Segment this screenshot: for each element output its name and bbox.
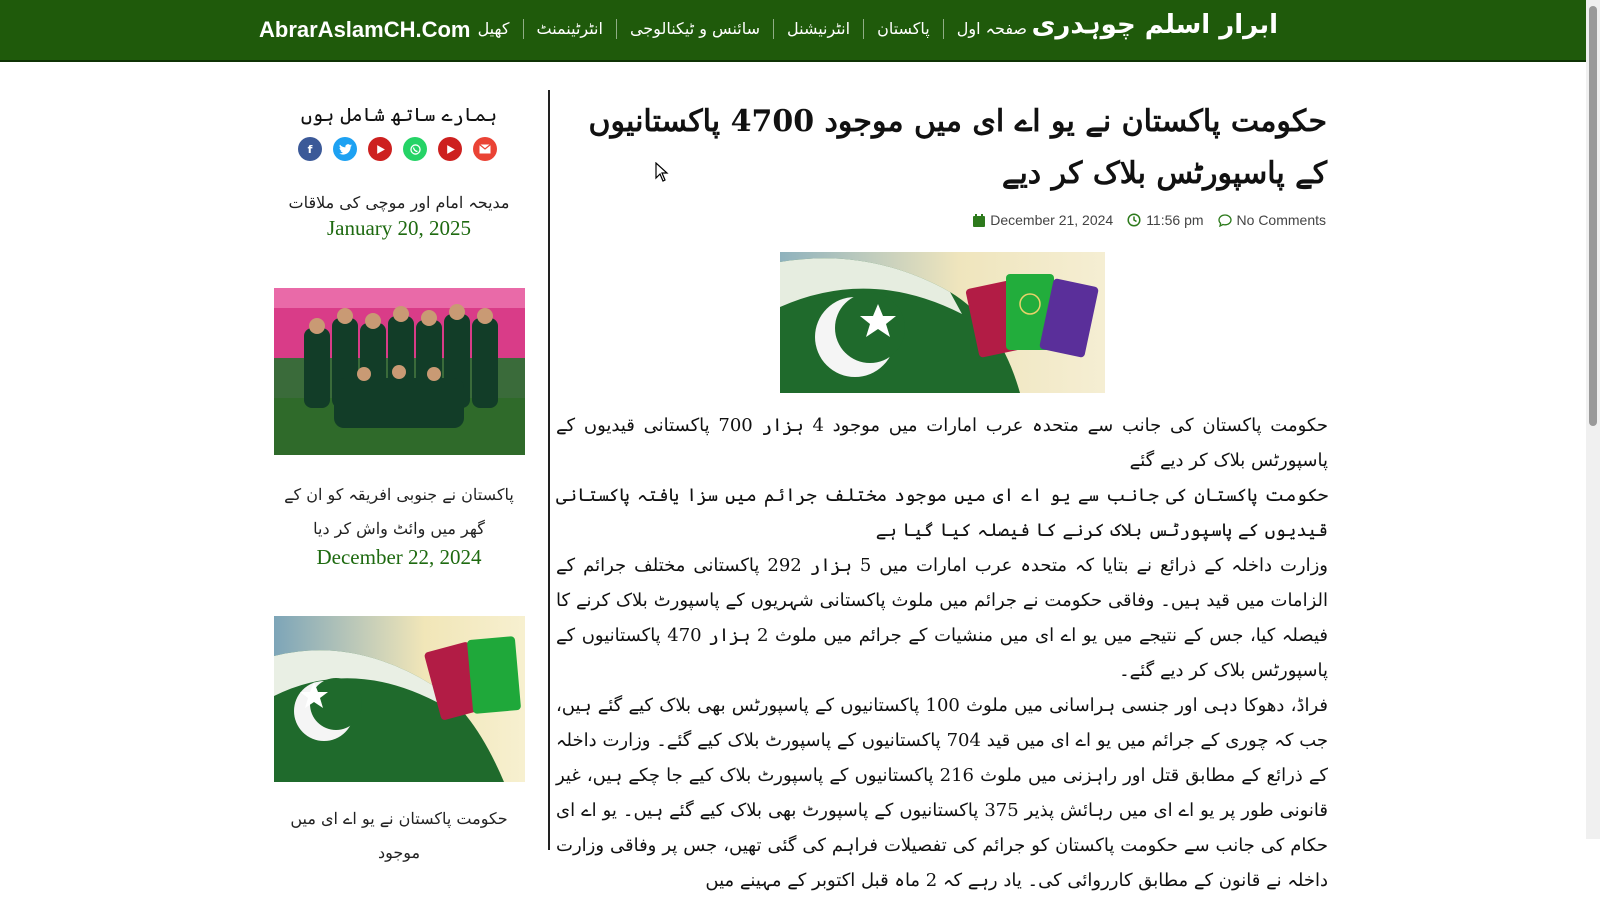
whatsapp-icon[interactable]	[403, 137, 427, 161]
mouse-cursor-icon	[655, 162, 669, 182]
social-links	[298, 137, 497, 161]
nav-item-international[interactable]: انٹرنیشنل	[773, 19, 863, 39]
sidebar-post-date: December 22, 2024	[316, 545, 482, 569]
article-date[interactable]	[973, 212, 1113, 228]
nav-item-science-tech[interactable]: سائنس و ٹیکنالوجی	[616, 19, 773, 39]
sidebar-post-title[interactable]: حکومت پاکستان نے یو اے ای میں موجود	[290, 809, 508, 862]
nav-item-entertainment[interactable]: انٹرٹینمنٹ	[523, 19, 616, 39]
email-icon[interactable]	[473, 137, 497, 161]
youtube-icon[interactable]	[438, 137, 462, 161]
article-date-text: December 21, 2024	[990, 212, 1114, 228]
site-brand-urdu[interactable]: ابرار اسلم چوہدری	[1031, 10, 1278, 40]
clock-icon	[1127, 213, 1141, 227]
join-us-heading: ہمارے ساتھ شامل ہوں	[300, 104, 498, 126]
article-body	[556, 408, 1328, 898]
sidebar-post-title[interactable]: مدیحہ امام اور موچی کی ملاقات	[288, 193, 510, 212]
article-paragraph: فراڈ، دھوکا دہی اور جنسی ہراسانی میں ملوث 100 پاکستانیوں کے پاسپورٹس بھی بلاک کیے گئے ہیں، جب کہ چوری کے جرائم میں یو اے ای میں قید 704 پاکستانیوں کے پاسپورٹ بلاک کیے گئے۔ وزارت داخلہ کے ذرائع کے مطابق قتل اور راہزنی میں ملوث 216 پاکستانیوں کے پاسپورٹ بلاک کیے جا چکے ہیں، غیر قانونی طور پر یو اے ای میں رہائش پذیر 375 پاکستانیوں کے پاسپورٹ بھی بلاک کیے گئے ہیں۔ یو اے ای حکام کی جانب سے حکومت پاکستان کو جرائم کی تفصیلات فراہم کی گئی تھیں، جس پر وفاقی وزارت داخلہ نے قانون کے مطابق کارروائی کی۔ یاد رہے کہ 2 ماہ قبل اکتوبر کے مہینے میں	[556, 695, 1329, 891]
comment-icon	[1218, 214, 1232, 227]
article-paragraph: حکومت پاکستان کی جانب سے متحدہ عرب امارات میں موجود 4 ہزار 700 پاکستانی قیدیوں کے پاسپورٹس بلاک کر دیے گئے	[556, 415, 1328, 471]
nav-item-home[interactable]: صفحہ اول	[943, 19, 1040, 39]
site-brand-english[interactable]: AbrarAslamCH.Com	[259, 17, 471, 42]
sidebar-post-thumbnail[interactable]	[274, 288, 525, 455]
nav-item-pakistan[interactable]: پاکستان	[863, 19, 943, 39]
sidebar-post-thumbnail[interactable]	[274, 616, 525, 782]
nav-item-sports[interactable]: کھیل	[477, 19, 510, 38]
article-time	[1127, 212, 1203, 228]
article-paragraph: وزارت داخلہ کے ذرائع نے بتایا کہ متحدہ عرب امارات میں 5 ہزار 292 پاکستانی مختلف جرائم کے الزامات میں قید ہیں۔ وفاقی حکومت نے جرائم میں ملوث پاکستانی شہریوں کے پاسپورٹ بلاک کرنے کا فیصلہ کیا، جس کے نتیجے میں یو اے ای میں منشیات کے جرائم میں ملوث 2 ہزار 470 پاکستانیوں کے پاسپورٹس بلاک کر دیے گئے۔	[556, 555, 1328, 681]
youtube-icon[interactable]	[368, 137, 392, 161]
article-comments-text: No Comments	[1236, 212, 1326, 228]
column-divider	[548, 90, 550, 850]
sidebar-post-title[interactable]: پاکستان نے جنوبی افریقہ کو ان کے گھر میں وائٹ واش کر دیا	[284, 485, 514, 538]
article-featured-image	[780, 252, 1105, 393]
twitter-icon[interactable]	[333, 137, 357, 161]
calendar-icon	[973, 214, 985, 227]
article-paragraph: حکومت پاکستان کی جانب سے یو اے ای میں موجود مختلف جرائم میں سزا یافتہ پاکستانی قیدیوں کے پاسپورٹس بلاک کرنے کا فیصلہ کیا گیا ہے	[556, 485, 1328, 541]
article-comments[interactable]	[1218, 212, 1326, 228]
main-nav	[477, 12, 1040, 46]
site-header	[0, 0, 1586, 62]
article-title: حکومت پاکستان نے یو اے ای میں موجود 4700 پاکستانیوں کے پاسپورٹس بلاک کر دیے	[588, 104, 1327, 191]
article-meta	[973, 212, 1326, 228]
page-scrollbar-thumb[interactable]	[1589, 6, 1597, 426]
sidebar-post-date: January 20, 2025	[326, 216, 472, 240]
article-time-text: 11:56 pm	[1146, 212, 1204, 228]
facebook-icon[interactable]: f	[298, 137, 322, 161]
